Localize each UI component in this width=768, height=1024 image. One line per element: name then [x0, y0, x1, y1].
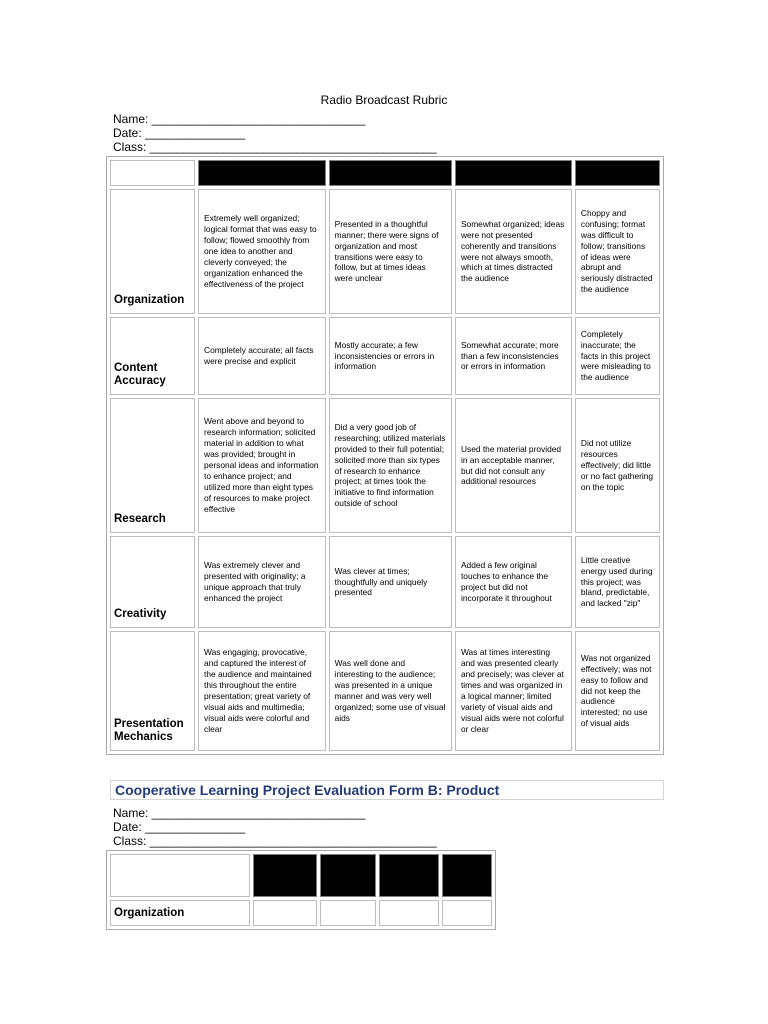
rubric-cell: Was at times interesting and was presented clearly and precisely; was clever at times and was organized in a logical manner; limited variety of visual aids and visual aids were not colorful or clear [455, 631, 572, 751]
evaluation-row-organization [110, 900, 492, 926]
header-cell-2 [320, 854, 376, 897]
name-field: Name: ________________________________ [113, 806, 366, 820]
rubric-row-content-accuracy [110, 317, 660, 395]
rubric-cell: Was extremely clever and presented with originality; a unique approach that truly enhanced the project [198, 536, 326, 628]
evaluation-table [106, 850, 496, 930]
evaluation-header-row [110, 854, 492, 897]
score-cell [320, 900, 376, 926]
score-cell [442, 900, 492, 926]
rubric-row-research [110, 398, 660, 533]
header-cell-2 [329, 160, 452, 186]
rubric-cell: Somewhat organized; ideas were not presented coherently and transitions were not always smooth, which at times distracted the audience [455, 189, 572, 314]
rubric-cell: Went above and beyond to research information; solicited material in addition to what was provided; brought in personal ideas and information to enhance project; and utilized more than eight types of resources to make project effective [198, 398, 326, 533]
header-corner-cell [110, 160, 195, 186]
section-title: Cooperative Learning Project Evaluation Form B: Product [110, 780, 664, 800]
rubric-cell: Was not organized effectively; was not easy to follow and did not keep the audience interested; no use of visual aids [575, 631, 660, 751]
rubric-row-creativity [110, 536, 660, 628]
rubric-cell: Was engaging, provocative, and captured the interest of the audience and maintained this throughout the entire presentation; great variety of visual aids and multimedia; visual aids were colorful and clear [198, 631, 326, 751]
row-label: Organization [110, 900, 250, 926]
rubric-row-organization [110, 189, 660, 314]
header-cell-3 [379, 854, 439, 897]
rubric-cell: Was clever at times; thoughtfully and uniquely presented [329, 536, 452, 628]
student-info-fields-b [113, 806, 437, 848]
rubric-cell: Did a very good job of researching; utilized materials provided to their full potential; solicited more than six types of research to enhance project; at times took the initiative to find information outside of school [329, 398, 452, 533]
header-cell-4 [442, 854, 492, 897]
rubric-cell: Mostly accurate; a few inconsistencies or errors in information [329, 317, 452, 395]
header-corner-cell [110, 854, 250, 897]
rubric-cell: Used the material provided in an acceptable manner, but did not consult any additional resources [455, 398, 572, 533]
rubric-cell: Did not utilize resources effectively; did little or no fact gathering on the topic [575, 398, 660, 533]
header-cell-1 [198, 160, 326, 186]
rubric-row-presentation-mechanics [110, 631, 660, 751]
date-field: Date: _______________ [113, 126, 246, 140]
rubric-header-row [110, 160, 660, 186]
rubric-cell: Added a few original touches to enhance the project but did not incorporate it throughout [455, 536, 572, 628]
class-field: Class: ___________________________________________ [113, 834, 437, 848]
rubric-cell: Extremely well organized; logical format that was easy to follow; flowed smoothly from one idea to another and cleverly conveyed; the organization enhanced the effectiveness of the project [198, 189, 326, 314]
header-cell-3 [455, 160, 572, 186]
rubric-cell: Little creative energy used during this project; was bland, predictable, and lacked "zip" [575, 536, 660, 628]
rubric-cell: Completely accurate; all facts were precise and explicit [198, 317, 326, 395]
rubric-cell: Choppy and confusing; format was difficult to follow; transitions of ideas were abrupt and seriously distracted the audience [575, 189, 660, 314]
rubric-cell: Somewhat accurate; more than a few inconsistencies or errors in information [455, 317, 572, 395]
name-field: Name: ________________________________ [113, 112, 366, 126]
row-label: Content Accuracy [110, 317, 195, 395]
header-cell-4 [575, 160, 660, 186]
document-title: Radio Broadcast Rubric [320, 93, 448, 107]
score-cell [379, 900, 439, 926]
row-label: Organization [110, 189, 195, 314]
row-label: Research [110, 398, 195, 533]
header-cell-1 [253, 854, 317, 897]
rubric-table [106, 156, 664, 755]
rubric-cell: Completely inaccurate; the facts in this project were misleading to the audience [575, 317, 660, 395]
score-cell [253, 900, 317, 926]
class-field: Class: ___________________________________________ [113, 140, 437, 154]
row-label: Presentation Mechanics [110, 631, 195, 751]
rubric-cell: Presented in a thoughtful manner; there were signs of organization and most transitions were easy to follow, but at times ideas were unclear [329, 189, 452, 314]
student-info-fields [113, 112, 437, 154]
row-label: Creativity [110, 536, 195, 628]
date-field: Date: _______________ [113, 820, 246, 834]
rubric-cell: Was well done and interesting to the audience; was presented in a unique manner and was very well organized; some use of visual aids [329, 631, 452, 751]
